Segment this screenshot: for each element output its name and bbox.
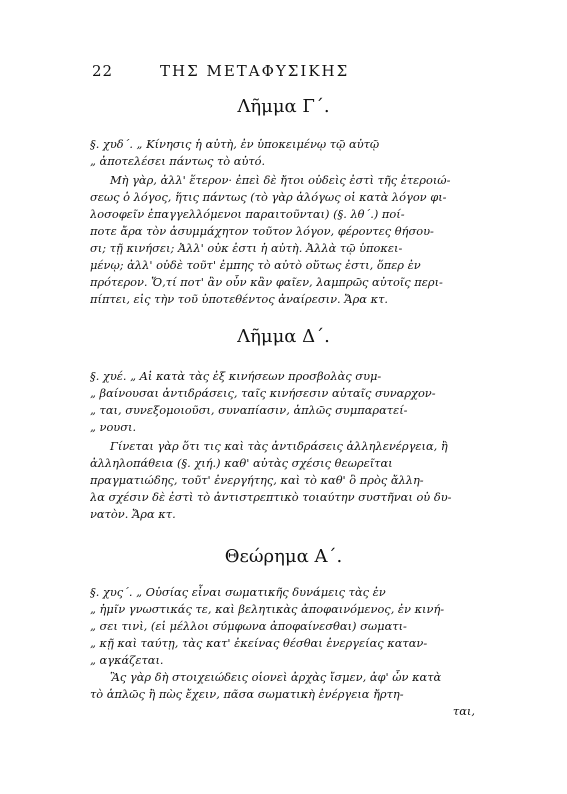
lemma-line: §. χυδ΄. „ Κίνησις ἡ αὐτὴ, ἐν ὑποκειμένῳ τῷ αὐτῷ xyxy=(90,137,380,151)
page-number: 22 xyxy=(92,62,114,80)
body-line: μένῳ; ἀλλ' οὐδὲ τοῦτ' ἐμπης τὸ αὐτὸ οὕτως ἐστι, ὅπερ ἐν xyxy=(90,258,421,272)
running-title: ΤΗΣ ΜΕΤΑΦΥΣΙΚΗΣ xyxy=(160,62,350,80)
body-line: πραγματιώδης, τοῦτ' ἐνεργήτης, καὶ τὸ καθ' ὃ πρὸς ἄλλη- xyxy=(90,473,424,487)
lemma-line: „ κῇ καὶ ταύτῃ, τὰς κατ' ἐκείνας θέσθαι ἐνεργείας καταν- xyxy=(90,636,428,650)
section-title-theorem-1: Θεώρημα Α΄. xyxy=(224,546,343,567)
lemma-line: „ ἡμῖν γνωστικάς τε, καὶ βελητικὰς ἀποφαινόμενος, ἐν κινή- xyxy=(90,602,445,616)
body-line: Γίνεται γὰρ ὅτι τις καὶ τὰς ἀντιδράσεις ἀλληλενέργεια, ἢ xyxy=(110,439,448,453)
body-line: σεως ὁ λόγος, ἥτις πάντως (τὸ γὰρ ἀλόγως οἱ κατὰ λόγον φι- xyxy=(90,190,447,204)
body-line: λοσοφεῖν ἐπαγγελλόμενοι παραιτοῦνται) (§. λθ΄.) ποί- xyxy=(90,207,405,221)
lemma-line: „ ἀποτελέσει πάντως τὸ αὐτό. xyxy=(90,154,266,168)
lemma-4-statement xyxy=(90,368,475,436)
body-line: ποτε ἄρα τὸν ἀσυμμάχητον τοῦτον λόγον, φέροντες θήσου- xyxy=(90,224,434,238)
body-line: λα σχέσιν δὲ ἐστὶ τὸ ἀντιστρεπτικὸ τοιαύτην συστῆναι οὐ δυ- xyxy=(90,490,452,504)
lemma-line: „ σει τινὶ, (εἰ μέλλοι σύμφωνα ἀποφαίνεσθαι) σωματι- xyxy=(90,619,407,633)
lemma-line: „ βαίνουσαι ἀντιδράσεις, ταῖς κινήσεσιν αὐταῖς συναρχον- xyxy=(90,386,436,400)
body-line: τὸ ἁπλῶς ἢ πὼς ἔχειν, πᾶσα σωματικὴ ἐνέργεια ἤρτη- xyxy=(90,687,404,701)
body-line: πρότερον. Ὅ,τί ποτ' ἂν οὖν κἂν φαῖεν, λαμπρῶς αὐτοῖς περι- xyxy=(90,275,443,289)
theorem-1-proof xyxy=(90,669,475,720)
lemma-3-proof xyxy=(90,172,475,308)
section-title-lemma-4: Λῆμμα Δ΄. xyxy=(237,326,330,347)
lemma-line: „ νουσι. xyxy=(90,420,137,434)
lemma-line: „ ται, συνεξομοιοῦσι, συναπίασιν, ἁπλῶς συμπαρατεί- xyxy=(90,403,408,417)
lemma-4-proof xyxy=(90,438,475,523)
body-line: πίπτει, εἰς τὴν τοῦ ὑποτεθέντος ἀναίρεσιν. Ἄρα κτ. xyxy=(90,292,389,306)
theorem-1-statement xyxy=(90,584,475,669)
body-line: ἀλληλοπάθεια (§. χιή.) καθ' αὐτὰς σχέσις θεωρεῖται xyxy=(90,456,393,470)
lemma-line: „ αγκάζεται. xyxy=(90,653,164,667)
body-line: σι; τῇ κινήσει; Ἀλλ' οὐκ ἐστι ἡ αὐτὴ. Ἀλλὰ τῷ ὑποκει- xyxy=(90,241,403,255)
body-line: Ἃς γὰρ δὴ στοιχειώδεις οἱονεὶ ἀρχὰς ἴσμεν, ἀφ' ὧν κατὰ xyxy=(110,670,442,684)
section-title-lemma-3: Λῆμμα Γ΄. xyxy=(237,96,330,117)
body-line: Μὴ γὰρ, ἀλλ' ἕτερον· ἐπεὶ δὲ ἤτοι οὐδεὶς ἐστὶ τῆς ἑτεροιώ- xyxy=(110,173,451,187)
body-line: νατὸν. Ἄρα κτ. xyxy=(90,507,176,521)
lemma-line: §. χυέ. „ Αἱ κατὰ τὰς ἐξ κινήσεων προσβολὰς συμ- xyxy=(90,369,382,383)
lemma-line: §. χυς΄. „ Οὐσίας εἶναι σωματικῆς δυνάμεις τὰς ἐν xyxy=(90,585,386,599)
body-line: ται, xyxy=(452,704,475,718)
lemma-3-statement xyxy=(90,136,475,170)
